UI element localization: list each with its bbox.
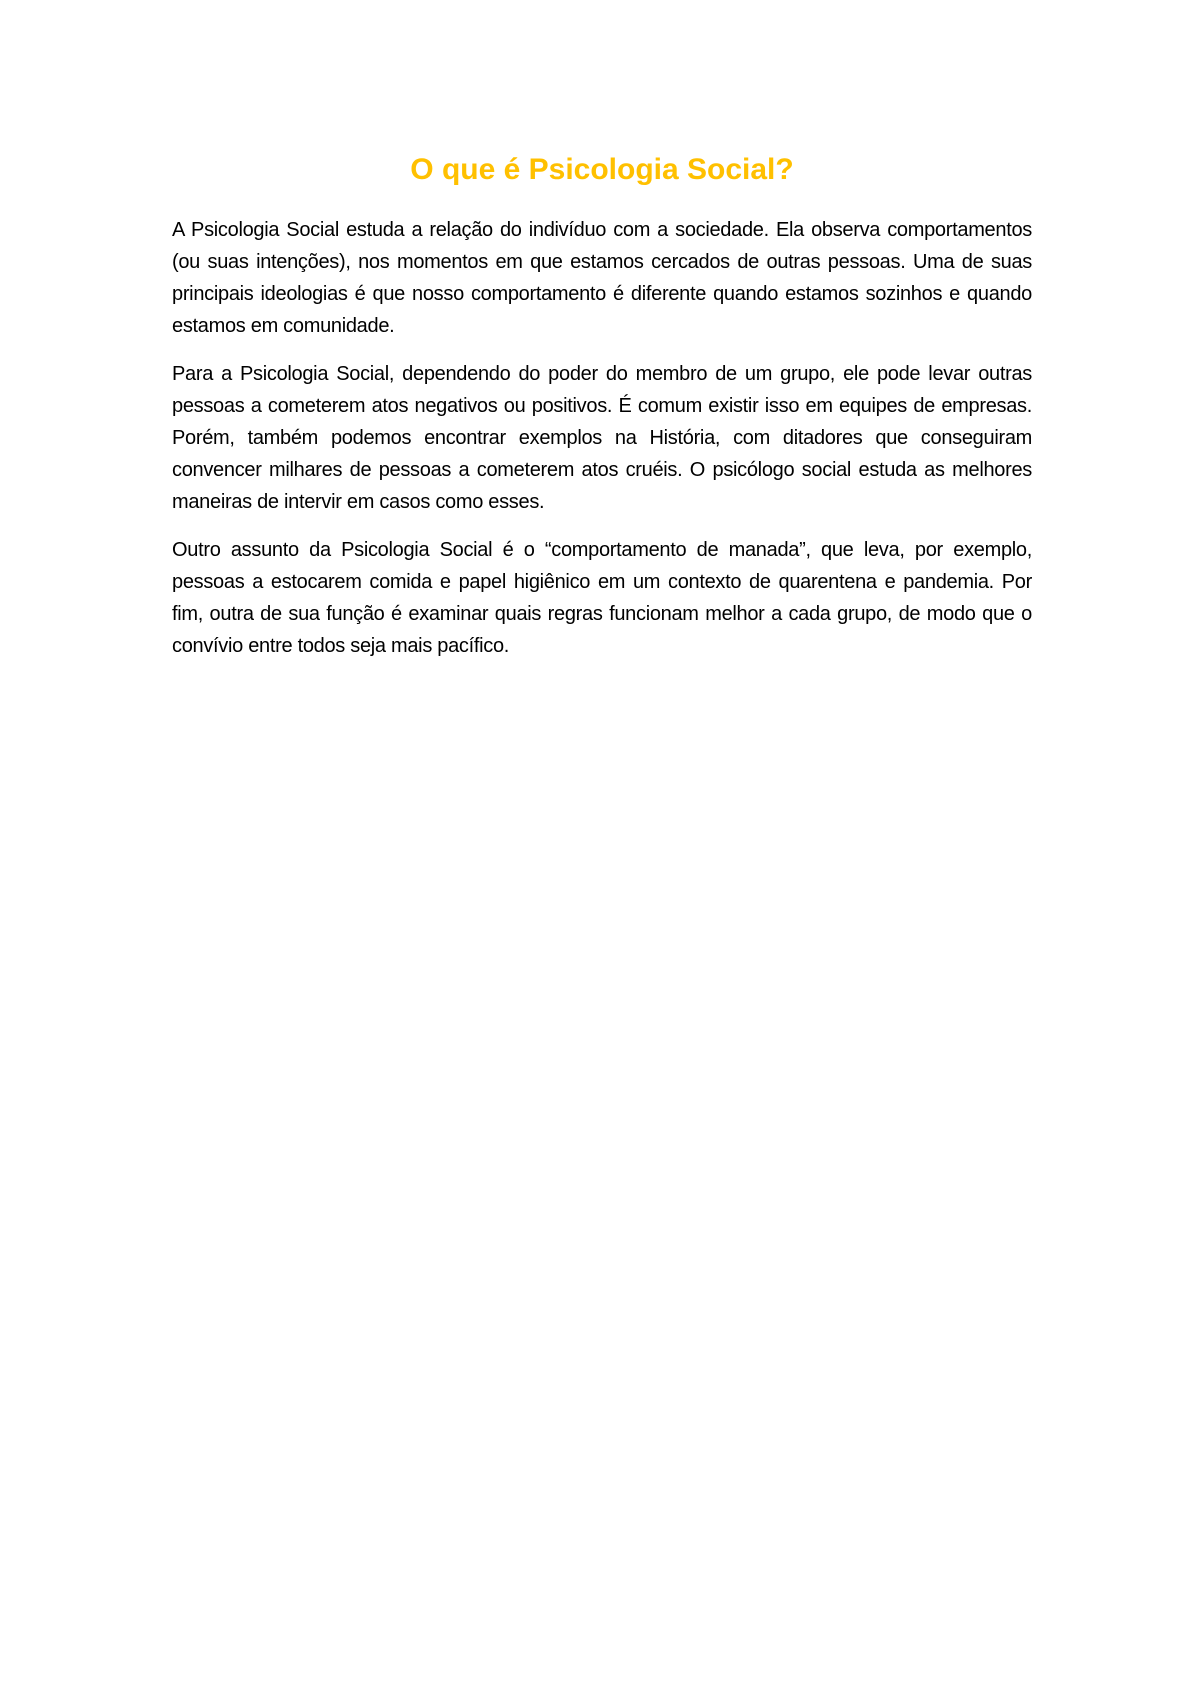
paragraph-3: Outro assunto da Psicologia Social é o “comportamento de manada”, que leva, por exemplo, pessoas a estocarem comida e papel higiênico em um contexto de quarentena e pandemia. Por fim, outra de sua função é examinar quais regras funcionam melhor a cada grupo, de modo que o convívio entre todos seja mais pacífico.	[172, 539, 1032, 657]
paragraph-1: A Psicologia Social estuda a relação do indivíduo com a sociedade. Ela observa comportamentos (ou suas intenções), nos momentos em que estamos cercados de outras pessoas. Uma de suas principais ideologias é que nosso comportamento é diferente quando estamos sozinhos e quando estamos em comunidade.	[172, 219, 1032, 337]
document-title: O que é Psicologia Social?	[410, 153, 794, 186]
document-body	[172, 148, 1032, 678]
paragraph-2: Para a Psicologia Social, dependendo do poder do membro de um grupo, ele pode levar outras pessoas a cometerem atos negativos ou positivos. É comum existir isso em equipes de empresas. Porém, também podemos encontrar exemplos na História, com ditadores que conseguiram convencer milhares de pessoas a cometerem atos cruéis. O psicólogo social estuda as melhores maneiras de intervir em casos como esses.	[172, 363, 1032, 513]
